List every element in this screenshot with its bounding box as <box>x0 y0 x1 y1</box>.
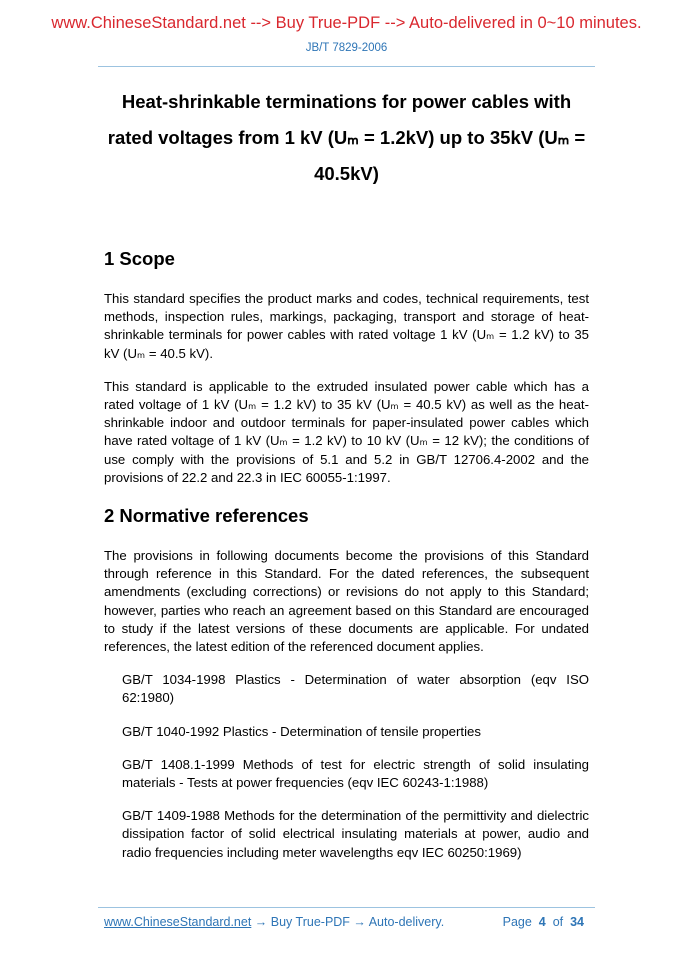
page-indicator <box>503 915 584 929</box>
section-heading-scope: 1 Scope <box>104 248 175 269</box>
footer <box>104 915 584 929</box>
footer-tagline: → Buy True-PDF → Auto-delivery. <box>251 915 445 929</box>
footer-link[interactable]: www.ChineseStandard.net <box>104 915 252 929</box>
reference-item: GB/T 1034-1998 Plastics - Determination of water absorption (eqv ISO 62:1980) <box>122 672 589 706</box>
page-current: 4 <box>538 915 546 929</box>
section-heading-normative-references: 2 Normative references <box>104 505 309 527</box>
reference-item: GB/T 1409-1988 Methods for the determination of the permittivity and dielectric dissipation factor of solid electrical insulating materials at power, audio and radio frequencies including meter wavelengths eqv IEC 60250:1969) <box>122 808 589 860</box>
footer-divider <box>98 907 595 908</box>
paragraph: This standard specifies the product marks and codes, technical requirements, test methods, inspection rules, markings, packaging, transport and storage of heat-shrinkable terminals for power cables with rated voltage 1 kV (Uₘ = 1.2 kV) to 35 kV (Uₘ = 40.5 kV). <box>104 291 589 361</box>
page-total: 34 <box>570 915 584 929</box>
paragraph: The provisions in following documents become the provisions of this Standard through reference in this Standard. For the dated references, the subsequent amendments (excluding corrections) or revisions do not apply to this Standard; however, parties who reach an agreement based on this Standard are encouraged to study if the latest versions of these documents are applicable. For undated references, the latest edition of the referenced document applies. <box>104 548 589 655</box>
reference-item: GB/T 1040-1992 Plastics - Determination of tensile properties <box>122 723 481 739</box>
of-label: of <box>552 915 564 929</box>
reference-item: GB/T 1408.1-1999 Methods of test for electric strength of solid insulating materials - Tests at power frequencies (eqv IEC 60243-1:1988) <box>122 756 589 791</box>
standard-number: JB/T 7829-2006 <box>305 42 388 54</box>
promo-banner[interactable]: www.ChineseStandard.net --> Buy True-PDF --> Auto-delivered in 0~10 minutes. <box>51 14 642 32</box>
header-divider <box>98 66 595 67</box>
document-body <box>104 246 589 877</box>
document-title: Heat-shrinkable terminations for power cables with rated voltages from 1 kV (Uₘ = 1.2kV) up to 35kV (Uₘ = 40.5kV) <box>107 91 586 184</box>
paragraph: This standard is applicable to the extruded insulated power cable which has a rated voltage of 1 kV (Uₘ = 1.2 kV) to 35 kV (Uₘ = 40.5 kV) as well as the heat-shrinkable indoor and outdoor terminals for paper-insulated power cables which have rated voltage of 1 kV (Uₘ = 1.2 kV) to 10 kV (Uₘ = 12 kV); the conditions of use comply with the provisions of 5.1 and 5.2 in GB/T 12706.4-2002 and the provisions of 22.2 and 22.3 in IEC 60055-1:1997. <box>104 378 589 485</box>
page-label: Page <box>502 915 532 929</box>
